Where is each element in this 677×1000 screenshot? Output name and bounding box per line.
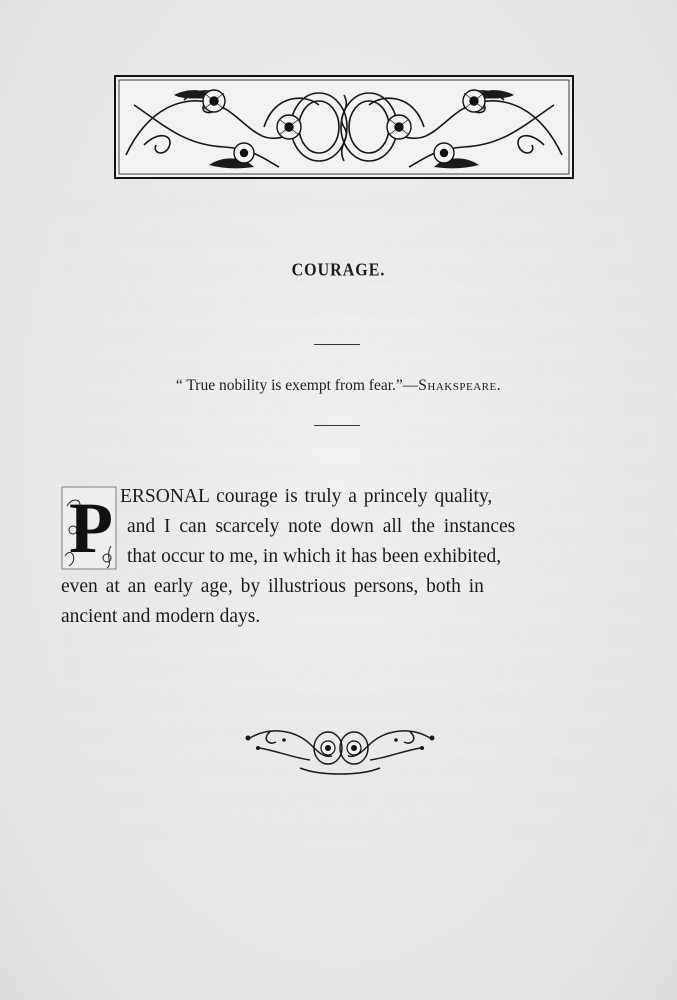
paragraph-line-1: ERSONAL courage is truly a princely quality,: [120, 486, 493, 507]
divider-rule: [314, 344, 360, 345]
epigraph-quote: “ True nobility is exempt from fear.”—: [175, 377, 419, 394]
dropcap-letter: P: [69, 488, 113, 568]
epigraph: [0, 377, 677, 395]
paragraph-line-2: and I can scarcely note down all the instances: [127, 516, 516, 537]
paragraph-line-4: even at an early age, by illustrious persons, both in: [61, 576, 484, 597]
divider-rule: [314, 425, 360, 426]
tailpiece-ornament-icon: [240, 718, 440, 778]
chapter-title: COURAGE.: [291, 261, 386, 280]
headpiece-ornament-icon: [114, 75, 574, 179]
paragraph-line-3: that occur to me, in which it has been exhibited,: [127, 546, 502, 567]
ornate-initial-icon: [61, 486, 117, 570]
paragraph-line-5: ancient and modern days.: [61, 606, 261, 627]
epigraph-author: Shakspeare.: [418, 377, 502, 394]
